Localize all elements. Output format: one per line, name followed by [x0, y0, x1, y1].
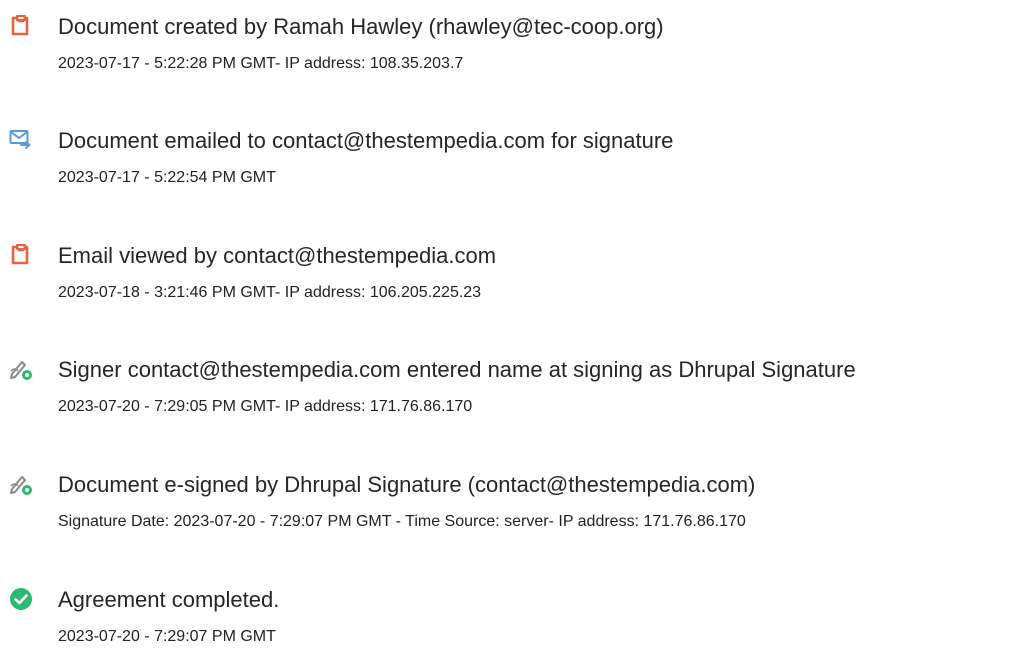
- email-viewed-icon: [9, 243, 33, 267]
- document-created-icon: [9, 14, 33, 38]
- signer-pen-icon: [9, 357, 33, 381]
- event-title: Email viewed by contact@thestempedia.com: [58, 243, 497, 268]
- event-title: Document e-signed by Dhrupal Signature (contact@thestempedia.com): [58, 472, 756, 497]
- event-title: Agreement completed.: [58, 587, 280, 612]
- event-detail: 2023-07-17 - 5:22:28 PM GMT- IP address: 108.35.203.7: [58, 55, 464, 72]
- email-sent-icon: [9, 128, 33, 152]
- agreement-completed-check-icon: [9, 587, 33, 611]
- event-detail: 2023-07-20 - 7:29:05 PM GMT- IP address: 171.76.86.170: [58, 398, 473, 415]
- event-detail: Signature Date: 2023-07-20 - 7:29:07 PM GMT - Time Source: server- IP address: 171.76.86.170: [58, 513, 746, 530]
- e-signed-pen-icon: [9, 472, 33, 496]
- event-title: Document emailed to contact@thestempedia.com for signature: [58, 128, 674, 153]
- event-title: Document created by Ramah Hawley (rhawley@tec-coop.org): [58, 14, 664, 39]
- event-detail: 2023-07-20 - 7:29:07 PM GMT: [58, 628, 276, 645]
- event-title: Signer contact@thestempedia.com entered name at signing as Dhrupal Signature: [58, 357, 856, 382]
- event-detail: 2023-07-18 - 3:21:46 PM GMT- IP address: 106.205.225.23: [58, 284, 482, 301]
- event-detail: 2023-07-17 - 5:22:54 PM GMT: [58, 169, 276, 186]
